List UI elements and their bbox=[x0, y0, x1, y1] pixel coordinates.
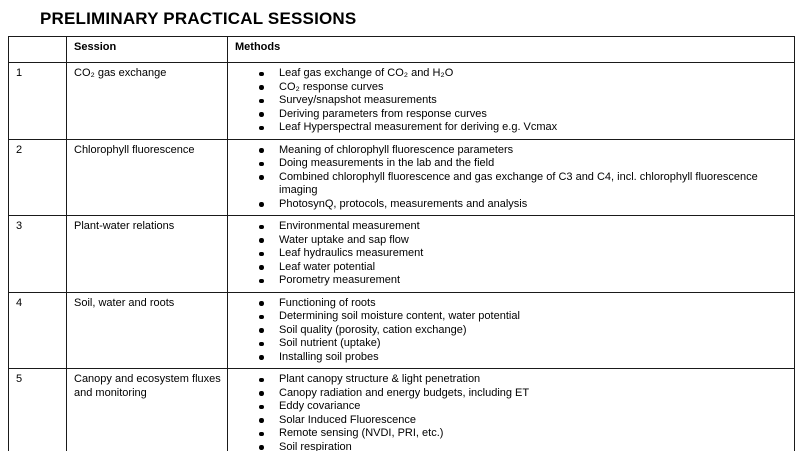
method-item: Porometry measurement bbox=[235, 274, 790, 288]
method-item: Solar Induced Fluorescence bbox=[235, 414, 790, 428]
methods-list bbox=[235, 297, 790, 365]
row-number: 5 bbox=[9, 369, 67, 451]
table-row bbox=[9, 63, 795, 140]
methods-cell bbox=[228, 369, 795, 451]
table-row bbox=[9, 292, 795, 369]
session-name: Plant-water relations bbox=[67, 216, 228, 293]
method-item: Leaf gas exchange of CO₂ and H₂O bbox=[235, 67, 790, 81]
method-item: Leaf water potential bbox=[235, 261, 790, 275]
method-item: Environmental measurement bbox=[235, 220, 790, 234]
method-item: Canopy radiation and energy budgets, including ET bbox=[235, 387, 790, 401]
session-name: Chlorophyll fluorescence bbox=[67, 139, 228, 216]
methods-list bbox=[235, 67, 790, 135]
method-item: Installing soil probes bbox=[235, 351, 790, 365]
methods-list bbox=[235, 373, 790, 451]
row-number: 4 bbox=[9, 292, 67, 369]
session-name: Soil, water and roots bbox=[67, 292, 228, 369]
row-number: 3 bbox=[9, 216, 67, 293]
method-item: Meaning of chlorophyll fluorescence parameters bbox=[235, 144, 790, 158]
methods-cell bbox=[228, 139, 795, 216]
method-item: Combined chlorophyll fluorescence and gas exchange of C3 and C4, incl. chlorophyll fluorescence imaging bbox=[235, 171, 790, 198]
table-row bbox=[9, 369, 795, 451]
method-item: Soil nutrient (uptake) bbox=[235, 337, 790, 351]
method-item: Deriving parameters from response curves bbox=[235, 108, 790, 122]
method-item: Soil quality (porosity, cation exchange) bbox=[235, 324, 790, 338]
methods-list bbox=[235, 144, 790, 212]
method-item: CO₂ response curves bbox=[235, 81, 790, 95]
method-item: PhotosynQ, protocols, measurements and analysis bbox=[235, 198, 790, 212]
method-item: Leaf Hyperspectral measurement for deriving e.g. Vcmax bbox=[235, 121, 790, 135]
method-item: Remote sensing (NVDI, PRI, etc.) bbox=[235, 427, 790, 441]
method-item: Leaf hydraulics measurement bbox=[235, 247, 790, 261]
method-item: Plant canopy structure & light penetration bbox=[235, 373, 790, 387]
table-header-row bbox=[9, 37, 795, 63]
session-name: Canopy and ecosystem fluxes and monitoring bbox=[67, 369, 228, 451]
method-item: Soil respiration bbox=[235, 441, 790, 451]
row-number: 2 bbox=[9, 139, 67, 216]
table-header-session: Session bbox=[67, 37, 228, 63]
table-row bbox=[9, 139, 795, 216]
method-item: Survey/snapshot measurements bbox=[235, 94, 790, 108]
method-item: Water uptake and sap flow bbox=[235, 234, 790, 248]
method-item: Eddy covariance bbox=[235, 400, 790, 414]
row-number: 1 bbox=[9, 63, 67, 140]
sessions-table bbox=[8, 36, 795, 451]
methods-list bbox=[235, 220, 790, 288]
method-item: Determining soil moisture content, water potential bbox=[235, 310, 790, 324]
method-item: Functioning of roots bbox=[235, 297, 790, 311]
methods-cell bbox=[228, 292, 795, 369]
method-item: Doing measurements in the lab and the field bbox=[235, 157, 790, 171]
table-header-methods: Methods bbox=[228, 37, 795, 63]
table-header-number bbox=[9, 37, 67, 63]
methods-cell bbox=[228, 216, 795, 293]
session-name: CO₂ gas exchange bbox=[67, 63, 228, 140]
methods-cell bbox=[228, 63, 795, 140]
table-row bbox=[9, 216, 795, 293]
page-title: PRELIMINARY PRACTICAL SESSIONS bbox=[40, 9, 357, 28]
